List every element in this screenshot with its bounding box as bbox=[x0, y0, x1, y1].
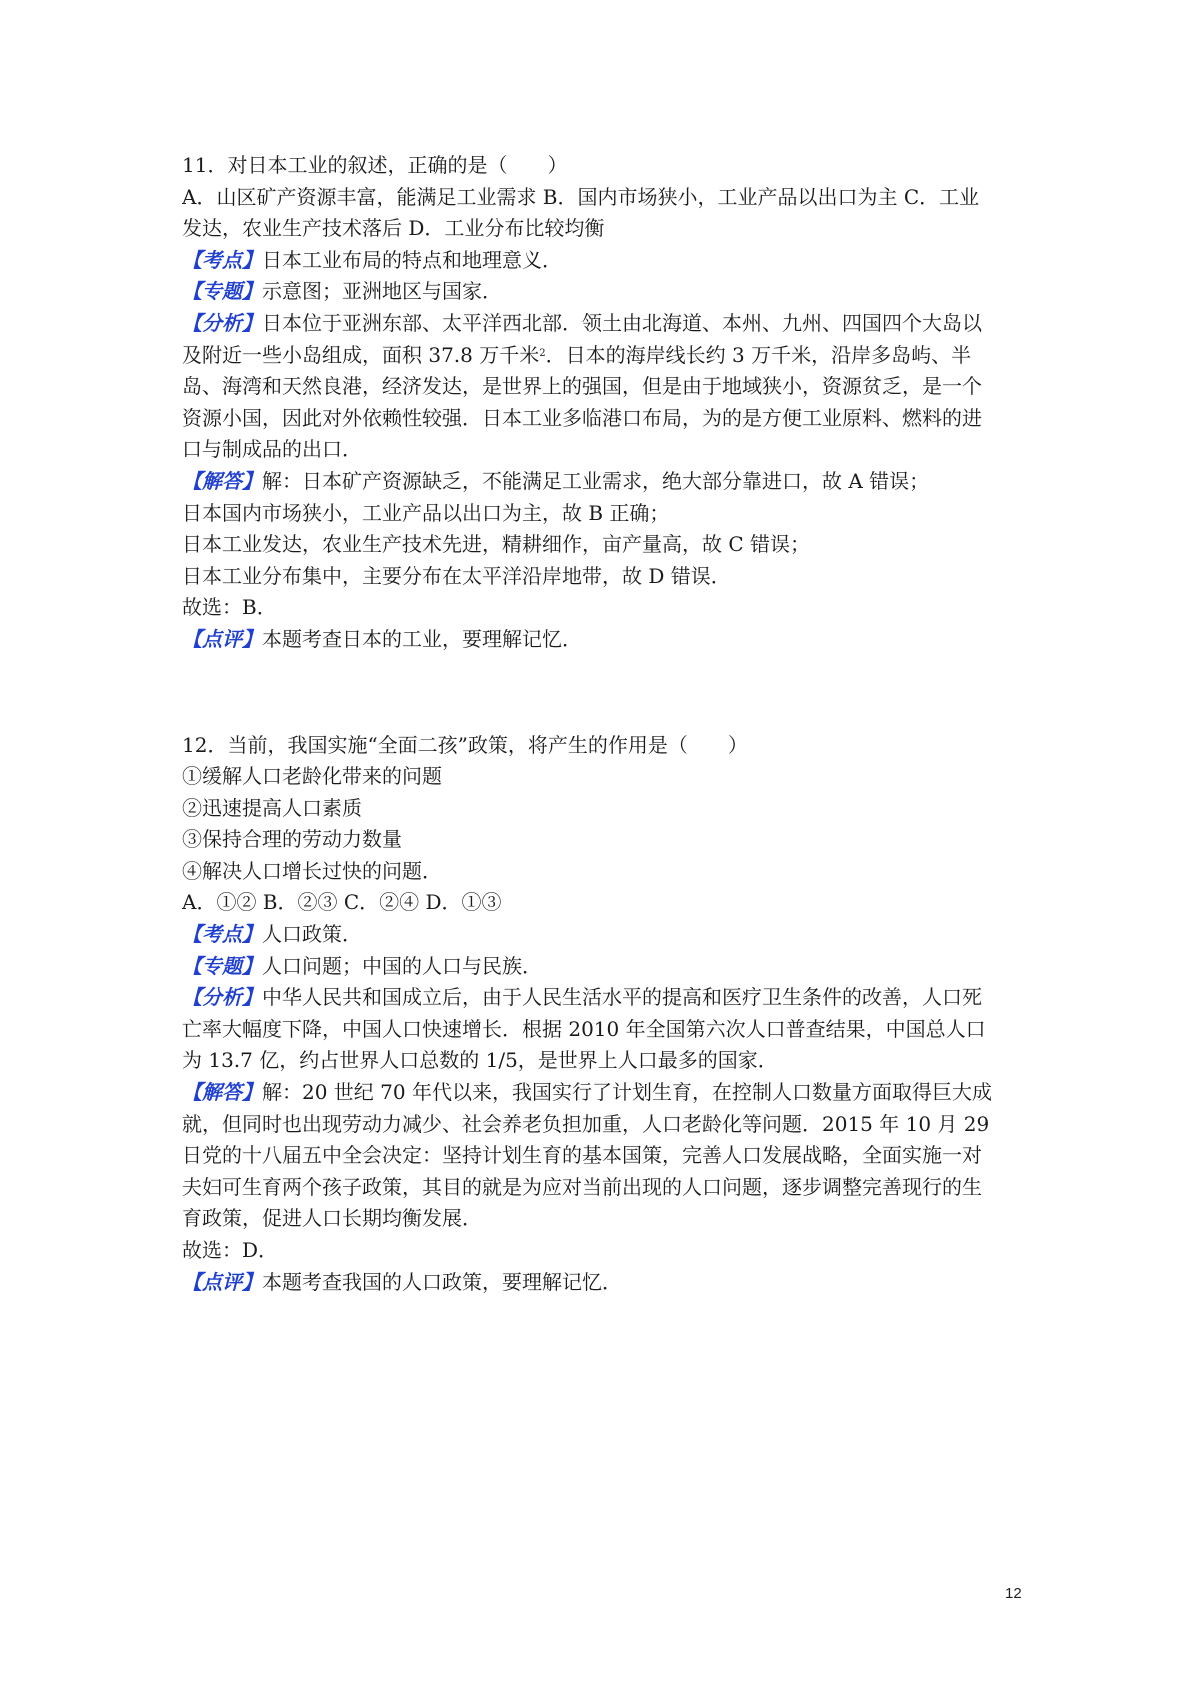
jieda-line-4: 日本工业分布集中，主要分布在太平洋沿岸地带，故 D 错误． bbox=[182, 563, 731, 588]
jieda-text: 解：20 世纪 70 年代以来，我国实行了计划生育，在控制人口数量方面取得巨大成 bbox=[262, 1080, 992, 1105]
jieda-line-2: 就，但同时也出现劳动力减少、社会养老负担加重，人口老龄化等问题．2015 年 10 月 29 bbox=[182, 1111, 990, 1136]
answer-line: 故选：B． bbox=[182, 595, 277, 620]
kaodian-row bbox=[182, 919, 1032, 951]
jieda-line-3: 日党的十八届五中全会决定：坚持计划生育的基本国策，完善人口发展战略，全面实施一对 bbox=[182, 1143, 982, 1168]
jieda-line-4: 夫妇可生育两个孩子政策，其目的就是为应对当前出现的人口问题，逐步调整完善现行的生 bbox=[182, 1174, 982, 1199]
dianping-row bbox=[182, 1267, 1032, 1299]
dianping-row bbox=[182, 624, 1032, 656]
jieda-tag: 【解答】 bbox=[182, 1080, 262, 1105]
fenxi-line-3: 为 13.7 亿，约占世界人口总数的 1/5，是世界上人口最多的国家． bbox=[182, 1048, 778, 1073]
jieda-line-2: 日本国内市场狭小，工业产品以出口为主，故 B 正确； bbox=[182, 500, 670, 525]
dianping-tag: 【点评】 bbox=[182, 1269, 262, 1294]
kaodian-tag: 【考点】 bbox=[182, 922, 262, 947]
statement-item: ②迅速提高人口素质 bbox=[182, 795, 362, 820]
fenxi-line-5: 口与制成品的出口． bbox=[182, 437, 362, 462]
jieda-row bbox=[182, 1077, 1032, 1109]
zhuanti-tag: 【专题】 bbox=[182, 279, 262, 304]
fenxi-text: 中华人民共和国成立后，由于人民生活水平的提高和医疗卫生条件的改善，人口死 bbox=[262, 985, 982, 1010]
zhuanti-row bbox=[182, 951, 1032, 983]
jieda-line-3: 日本工业发达，农业生产技术先进，精耕细作，亩产量高，故 C 错误； bbox=[182, 532, 811, 557]
fenxi-line-2: 亡率大幅度下降，中国人口快速增长．根据 2010 年全国第六次人口普查结果，中国总人口 bbox=[182, 1016, 986, 1041]
dianping-text: 本题考查日本的工业，要理解记忆． bbox=[262, 626, 582, 651]
question-stem: 11．对日本工业的叙述，正确的是（ ） bbox=[182, 153, 568, 177]
jieda-text: 解：日本矿产资源缺乏，不能满足工业需求，绝大部分靠进口，故 A 错误； bbox=[262, 468, 930, 493]
dianping-text: 本题考查我国的人口政策，要理解记忆． bbox=[262, 1269, 622, 1294]
fenxi-tag: 【分析】 bbox=[182, 985, 262, 1010]
jieda-tag: 【解答】 bbox=[182, 468, 262, 493]
question-11 bbox=[182, 150, 1032, 656]
kaodian-text: 日本工业布局的特点和地理意义． bbox=[262, 247, 562, 272]
jieda-row bbox=[182, 466, 1032, 498]
superscript: 2 bbox=[539, 347, 546, 359]
question-gap bbox=[182, 656, 1032, 730]
page-number: 12 bbox=[1005, 1585, 1022, 1602]
zhuanti-row bbox=[182, 276, 1032, 308]
zhuanti-tag: 【专题】 bbox=[182, 953, 262, 978]
kaodian-row bbox=[182, 245, 1032, 277]
statement-item: ④解决人口增长过快的问题． bbox=[182, 858, 442, 883]
fenxi-text-2a: 及附近一些小岛组成，面积 37.8 万千米 bbox=[182, 342, 540, 367]
jieda-line-5: 育政策，促进人口长期均衡发展． bbox=[182, 1206, 482, 1231]
statement-item: ③保持合理的劳动力数量 bbox=[182, 827, 402, 852]
answer-line: 故选：D． bbox=[182, 1238, 279, 1262]
dianping-tag: 【点评】 bbox=[182, 626, 262, 651]
fenxi-line-2 bbox=[182, 340, 1032, 372]
page-content bbox=[182, 150, 1032, 1298]
fenxi-line-3: 岛、海湾和天然良港，经济发达，是世界上的强国，但是由于地域狭小，资源贫乏，是一个 bbox=[182, 374, 982, 399]
question-12 bbox=[182, 730, 1032, 1299]
zhuanti-text: 示意图；亚洲地区与国家． bbox=[262, 279, 502, 304]
fenxi-tag: 【分析】 bbox=[182, 310, 262, 335]
question-stem: 12．当前，我国实施“全面二孩”政策，将产生的作用是（ ） bbox=[182, 732, 748, 757]
fenxi-text-2b: ．日本的海岸线长约 3 万千米，沿岸多岛屿、半 bbox=[545, 342, 972, 367]
fenxi-row bbox=[182, 982, 1032, 1014]
fenxi-row bbox=[182, 308, 1032, 340]
kaodian-text: 人口政策． bbox=[262, 922, 362, 947]
fenxi-text: 日本位于亚洲东部、太平洋西北部．领土由北海道、本州、九州、四国四个大岛以 bbox=[262, 310, 982, 335]
kaodian-tag: 【考点】 bbox=[182, 247, 262, 272]
options-line: A．①② B．②③ C．②④ D．①③ bbox=[182, 890, 502, 915]
fenxi-line-4: 资源小国，因此对外依赖性较强．日本工业多临港口布局，为的是方便工业原料、燃料的进 bbox=[182, 405, 982, 430]
zhuanti-text: 人口问题；中国的人口与民族． bbox=[262, 953, 542, 978]
options-line-2: 发达，农业生产技术落后 D．工业分布比较均衡 bbox=[182, 216, 605, 241]
statement-item: ①缓解人口老龄化带来的问题 bbox=[182, 764, 442, 789]
options-line-1: A．山区矿产资源丰富，能满足工业需求 B．国内市场狭小，工业产品以出口为主 C．工业 bbox=[182, 184, 980, 209]
